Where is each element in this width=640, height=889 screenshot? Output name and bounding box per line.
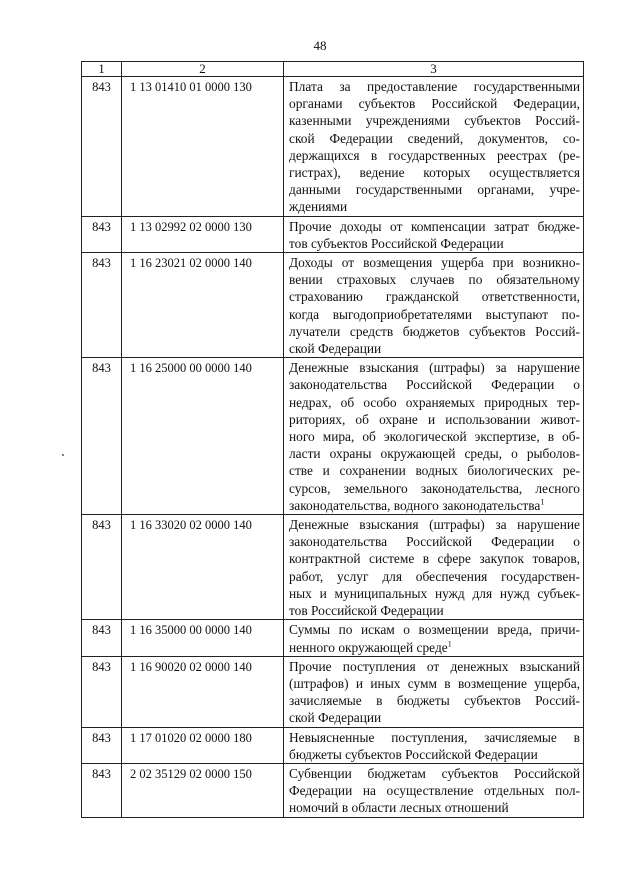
description-text: Прочие доходы от компенсации затрат бюдже- xyxy=(289,218,580,234)
description-text: тов Российской Федерации xyxy=(289,603,444,619)
description-line xyxy=(289,164,580,181)
description-text: Плата за предоставление государственными xyxy=(289,79,580,94)
description-line xyxy=(289,480,580,497)
description-text: лучатели средств бюджетов субъектов Россий- xyxy=(289,323,580,339)
description-line xyxy=(289,497,580,514)
budget-classification-code-cell: 1 16 90020 02 0000 140 xyxy=(122,656,284,727)
description-line xyxy=(289,602,580,619)
description-line xyxy=(289,765,580,782)
description-line xyxy=(289,445,580,462)
table-header xyxy=(82,62,584,77)
table-row xyxy=(82,358,584,515)
description-line xyxy=(289,323,580,340)
description-text: ненного окружающей среде xyxy=(289,639,448,655)
description-text: вении страховых случаев по обязательному xyxy=(289,272,580,288)
description-text: Суммы по искам о возмещении вреда, причи- xyxy=(289,622,580,638)
description-line xyxy=(289,658,580,675)
admin-code-cell: 843 xyxy=(82,77,122,217)
description-text: Федерации на осуществление отдельных пол- xyxy=(289,783,580,799)
admin-code-cell: 843 xyxy=(82,358,122,515)
description-text: ской Федерации xyxy=(289,710,382,726)
description-text: страхованию гражданской ответственности, xyxy=(289,289,580,305)
description-text: Невыясненные поступления, зачисляемые в xyxy=(289,729,580,745)
income-description-cell xyxy=(284,620,584,656)
description-text: законодательства Российской Федерации о xyxy=(289,534,580,550)
description-line xyxy=(289,462,580,479)
income-description-cell xyxy=(284,253,584,358)
description-line xyxy=(289,639,580,656)
table-row xyxy=(82,727,584,763)
description-text: зачисляемые в бюджеты субъектов Россий- xyxy=(289,693,580,709)
description-line xyxy=(289,709,580,726)
description-text: Прочие поступления от денежных взысканий xyxy=(289,658,580,674)
page-number: 48 xyxy=(313,38,327,53)
description-text: работ, услуг для обеспечения государствен- xyxy=(289,568,580,584)
table-row xyxy=(82,216,584,252)
description-line xyxy=(289,198,580,215)
column-header-2: 2 xyxy=(122,62,284,77)
description-text: тов субъектов Российской Федерации xyxy=(289,235,504,251)
budget-classification-code-cell: 1 16 25000 00 0000 140 xyxy=(122,358,284,515)
description-text: ждениями xyxy=(289,199,348,215)
description-line xyxy=(289,533,580,550)
description-line xyxy=(289,394,580,411)
description-line xyxy=(289,147,580,164)
description-text: ласти охраны окружающей среды, о рыболов- xyxy=(289,446,580,462)
table-row xyxy=(82,656,584,727)
admin-code-cell: 843 xyxy=(82,656,122,727)
description-line xyxy=(289,306,580,323)
income-description-cell xyxy=(284,656,584,727)
description-line xyxy=(289,585,580,602)
budget-classification-code-cell: 1 16 35000 00 0000 140 xyxy=(122,620,284,656)
budget-classification-code-cell: 1 16 23021 02 0000 140 xyxy=(122,253,284,358)
description-line xyxy=(289,340,580,357)
description-text: когда выгодоприобретателями выступают по- xyxy=(289,306,580,322)
footnote-marker: 1 xyxy=(540,497,545,507)
table-row xyxy=(82,763,584,817)
description-text: контрактной системе в сфере закупок товаров, xyxy=(289,551,580,567)
description-text: ской Федерации xyxy=(289,341,382,357)
income-description-cell xyxy=(284,727,584,763)
header-row xyxy=(82,62,584,77)
admin-code-cell: 843 xyxy=(82,763,122,817)
description-line xyxy=(289,675,580,692)
income-description-cell xyxy=(284,216,584,252)
description-text: органами субъектов Российской Федерации, xyxy=(289,96,580,112)
description-line xyxy=(289,729,580,746)
description-text: ской Федерации сведений, документов, со- xyxy=(289,130,580,146)
description-text: сурсов, земельного законодательства, лесного xyxy=(289,480,580,496)
description-line xyxy=(289,254,580,271)
admin-code-cell: 843 xyxy=(82,727,122,763)
description-line xyxy=(289,428,580,445)
table-row xyxy=(82,620,584,656)
income-description-cell xyxy=(284,77,584,217)
revenue-codes-table xyxy=(81,61,584,818)
description-line xyxy=(289,799,580,816)
income-description-cell xyxy=(284,763,584,817)
table-row xyxy=(82,77,584,217)
admin-code-cell: 843 xyxy=(82,515,122,620)
description-text: (штрафов) и иных сумм в возмещение ущерба, xyxy=(289,675,580,691)
description-line xyxy=(289,692,580,709)
description-text: бюджеты субъектов Российской Федерации xyxy=(289,746,538,762)
description-line xyxy=(289,782,580,799)
description-text: Доходы от возмещения ущерба при возникно- xyxy=(289,255,580,271)
stray-dot xyxy=(62,454,64,456)
description-line xyxy=(289,235,580,252)
table-body xyxy=(82,77,584,818)
description-text: ных и муниципальных нужд для нужд субъек- xyxy=(289,585,580,601)
budget-classification-code-cell: 1 13 02992 02 0000 130 xyxy=(122,216,284,252)
description-line xyxy=(289,78,580,95)
description-text: ного мира, об экологической экспертизе, в об- xyxy=(289,429,580,445)
description-text: Денежные взыскания (штрафы) за нарушение xyxy=(289,517,580,533)
description-text: недрах, об особо охраняемых природных тер- xyxy=(289,394,580,410)
income-description-cell xyxy=(284,358,584,515)
description-text: держащихся в государственных реестрах (ре- xyxy=(289,147,580,163)
column-header-3: 3 xyxy=(284,62,584,77)
description-line xyxy=(289,516,580,533)
description-text: Субвенции бюджетам субъектов Российской xyxy=(289,765,580,781)
description-text: данными государственными органами, учре- xyxy=(289,182,580,198)
admin-code-cell: 843 xyxy=(82,620,122,656)
budget-classification-code-cell: 2 02 35129 02 0000 150 xyxy=(122,763,284,817)
description-line xyxy=(289,288,580,305)
column-header-1: 1 xyxy=(82,62,122,77)
description-line xyxy=(289,550,580,567)
description-line xyxy=(289,130,580,147)
description-line xyxy=(289,376,580,393)
description-line xyxy=(289,218,580,235)
description-line xyxy=(289,746,580,763)
table-row xyxy=(82,253,584,358)
description-line xyxy=(289,411,580,428)
description-text: риториях, об охране и использовании живот- xyxy=(289,411,580,427)
income-description-cell xyxy=(284,515,584,620)
table-row xyxy=(82,515,584,620)
description-text: Денежные взыскания (штрафы) за нарушение xyxy=(289,360,580,376)
admin-code-cell: 843 xyxy=(82,216,122,252)
footnote-marker: 1 xyxy=(447,639,452,649)
description-text: законодательства, водного законодательства xyxy=(289,497,541,513)
description-text: казенными учреждениями субъектов Россий- xyxy=(289,113,580,129)
description-line xyxy=(289,359,580,376)
description-line xyxy=(289,112,580,129)
description-text: номочий в области лесных отношений xyxy=(289,800,509,816)
description-line xyxy=(289,271,580,288)
description-line xyxy=(289,181,580,198)
description-line xyxy=(289,568,580,585)
description-text: законодательства Российской Федерации о xyxy=(289,377,580,393)
description-text: гистрах), ведение которых осуществляется xyxy=(289,165,580,181)
description-text: стве и сохранении водных биологических ре- xyxy=(289,463,580,479)
admin-code-cell: 843 xyxy=(82,253,122,358)
description-line xyxy=(289,95,580,112)
budget-classification-code-cell: 1 13 01410 01 0000 130 xyxy=(122,77,284,217)
budget-classification-code-cell: 1 16 33020 02 0000 140 xyxy=(122,515,284,620)
description-line xyxy=(289,621,580,638)
budget-classification-code-cell: 1 17 01020 02 0000 180 xyxy=(122,727,284,763)
